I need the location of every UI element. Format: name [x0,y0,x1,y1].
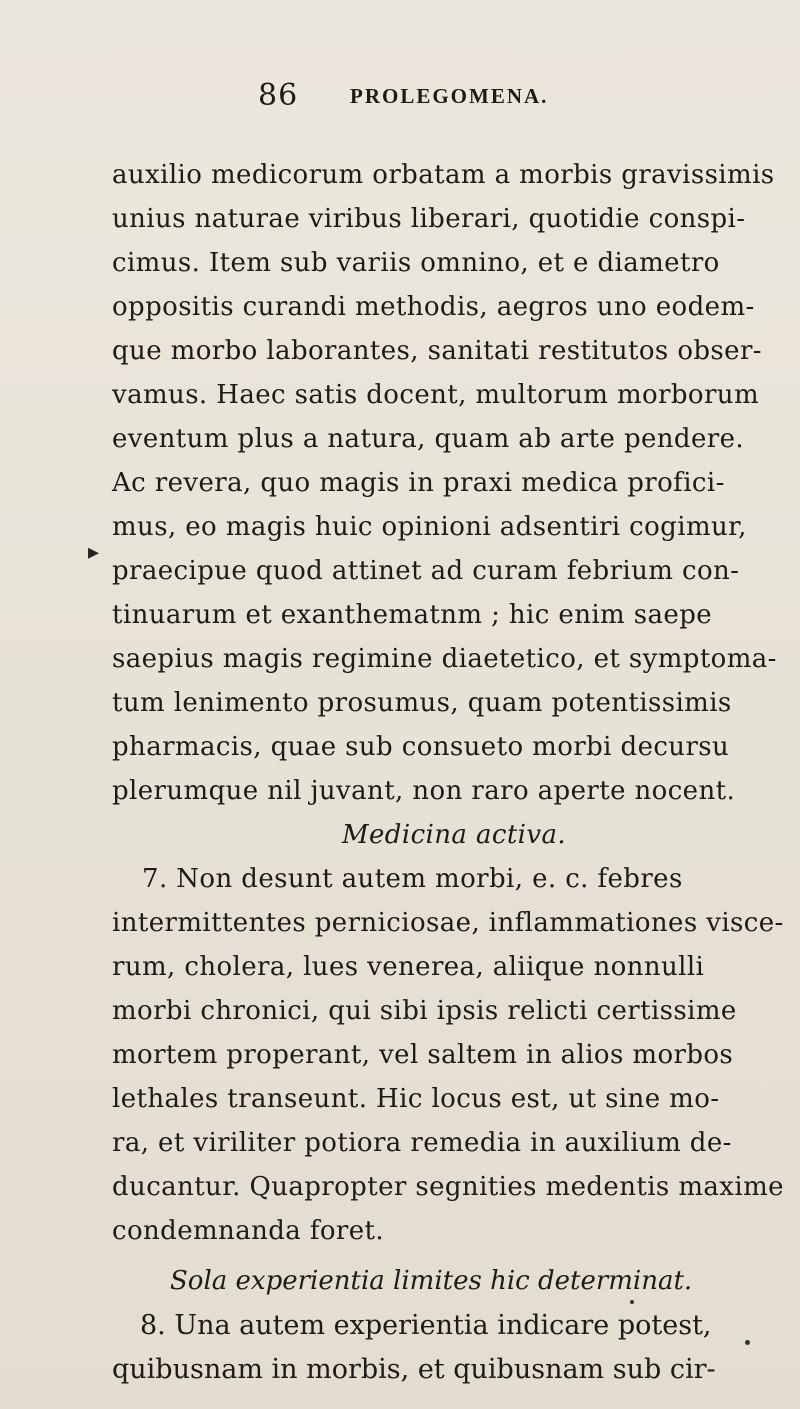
text-line: quibusnam in morbis, et quibusnam sub cir- [112,1354,716,1385]
text-line: Ac revera, quo magis in praxi medica profici- [112,468,725,498]
text-line: praecipue quod attinet ad curam febrium con- [112,556,740,586]
text-line: unius naturae viribus liberari, quotidie conspi- [112,204,746,234]
text-line: ducantur. Quapropter segnities medentis maxime [112,1172,784,1202]
text-line: tinuarum et exanthematnm ; hic enim saepe [112,600,713,630]
text-line: tum lenimento prosumus, quam potentissimis [112,688,732,718]
print-speck [630,1300,634,1304]
section-heading: Medicina activa. [342,820,567,850]
text-line: mus, eo magis huic opinioni adsentiri cogimur, [112,512,747,542]
text-line: rum, cholera, lues venerea, aliique nonnulli [112,952,705,982]
text-line: intermittentes perniciosae, inflammationes visce- [112,908,784,938]
text-line: condemnanda foret. [112,1216,385,1246]
text-line: oppositis curandi methodis, aegros uno eodem- [112,292,755,322]
text-line: lethales transeunt. Hic locus est, ut sine mo- [112,1084,720,1114]
page-number: 86 [258,78,299,113]
text-line: cimus. Item sub variis omnino, et e diametro [112,248,720,278]
page-header [258,78,718,118]
text-line: auxilio medicorum orbatam a morbis gravissimis [112,160,775,190]
text-line: morbi chronici, qui sibi ipsis relicti certissime [112,996,737,1026]
margin-mark: ▸ [88,540,100,565]
text-line: 7. Non desunt autem morbi, e. c. febres [142,864,683,894]
text-line: eventum plus a natura, quam ab arte pendere. [112,424,745,454]
text-line: saepius magis regimine diaetetico, et symptoma- [112,644,777,674]
text-line: vamus. Haec satis docent, multorum morborum [112,380,760,410]
running-head: PROLEGOMENA. [350,84,549,108]
text-line: 8. Una autem experientia indicare potest, [140,1310,712,1341]
text-line: que morbo laborantes, sanitati restitutos obser- [112,336,762,366]
text-line: pharmacis, quae sub consueto morbi decursu [112,732,730,762]
text-line: mortem properant, vel saltem in alios morbos [112,1040,734,1070]
section-heading: Sola experientia limites hic determinat. [170,1266,693,1296]
print-speck [745,1340,750,1345]
text-line: plerumque nil juvant, non raro aperte nocent. [112,776,736,806]
text-line: ra, et viriliter potiora remedia in auxilium de- [112,1128,732,1158]
